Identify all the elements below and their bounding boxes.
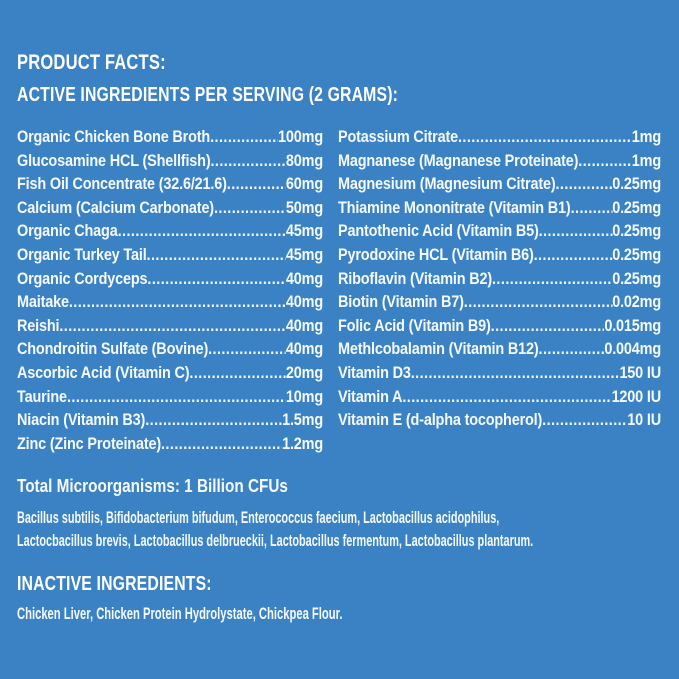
dot-leader [189,361,286,385]
ingredient-name: Glucosamine HCL (Shellfish) [17,150,211,170]
ingredient-amount: 10mg [285,386,323,406]
ingredient-amount: 10 IU [627,410,661,430]
ingredient-amount: 60mg [285,174,323,194]
ingredient-amount: 1200 IU [611,386,661,406]
ingredient-row [17,219,323,243]
ingredient-amount: 0.25mg [612,244,661,264]
ingredient-name: Potassium Citrate [338,127,458,146]
total-microorganisms: Total Microorganisms: 1 Billion CFUs [17,476,288,496]
dot-leader [464,290,612,314]
ingredient-name: Thiamine Mononitrate (Vitamin B1) [338,197,571,217]
dot-leader [578,149,632,173]
ingredient-amount: 1.5mg [282,410,323,430]
dot-leader [67,385,286,409]
ingredient-name: Vitamin A [338,386,403,406]
ingredient-amount: 0.004mg [604,339,661,359]
probiotic-strains-line-2: Lactocbacillus brevis, Lactobacillus delbrueckii, Lactobacillus fermentum, Lactobacillus plantarum. [17,532,534,550]
dot-leader [214,196,286,220]
ingredient-amount: 0.02mg [612,292,661,312]
ingredient-name: Riboflavin (Vitamin B2) [338,268,492,288]
dot-leader [145,408,282,432]
ingredient-amount: 40mg [285,268,323,288]
ingredient-name: Magnanese (Magnanese Proteinate) [338,150,579,170]
ingredient-row [17,337,323,361]
dot-leader [69,290,286,314]
dot-leader [491,314,605,338]
ingredient-row [17,149,323,173]
ingredient-row [17,243,323,267]
dot-leader [210,125,278,149]
ingredient-row [338,219,661,243]
ingredient-name: Organic Chicken Bone Broth [17,127,211,146]
ingredient-row [338,337,661,361]
ingredient-row [17,172,323,196]
ingredient-row [17,290,323,314]
ingredient-amount: 40mg [285,315,323,335]
product-facts-heading: PRODUCT FACTS: [17,51,166,74]
ingredient-row [17,267,323,291]
ingredient-row [338,149,661,173]
ingredient-row [338,290,661,314]
ingredient-name: Niacin (Vitamin B3) [17,410,146,430]
probiotic-strains [17,507,679,553]
ingredient-amount: 1.2mg [282,433,323,453]
ingredient-row [17,385,323,409]
dot-leader [147,267,286,291]
ingredient-name: Vitamin D3 [338,362,411,382]
active-ingredients-right-column [338,125,661,432]
ingredient-row [338,314,661,338]
dot-leader [458,125,632,149]
ingredient-row [17,361,323,385]
ingredient-row [338,196,661,220]
dot-leader [161,432,282,456]
ingredient-row [338,408,661,432]
ingredient-name: Maitake [17,292,69,312]
ingredient-name: Biotin (Vitamin B7) [338,292,464,312]
dot-leader [208,337,286,361]
dot-leader [411,361,620,385]
ingredient-name: Organic Cordyceps [17,268,148,288]
dot-leader [402,385,611,409]
dot-leader [571,196,613,220]
ingredient-amount: 50mg [285,197,323,217]
ingredient-row [17,125,323,149]
ingredient-row [338,172,661,196]
ingredient-name: Pantothenic Acid (Vitamin B5) [338,221,539,241]
ingredient-name: Reishi [17,315,60,335]
ingredient-amount: 40mg [285,292,323,312]
dot-leader [492,267,612,291]
ingredient-amount: 100mg [278,127,323,146]
ingredient-row [17,196,323,220]
dot-leader [59,314,286,338]
dot-leader [534,243,613,267]
ingredient-row [338,361,661,385]
active-ingredients-left-column [17,125,323,455]
ingredient-amount: 1mg [631,150,661,170]
ingredient-name: Taurine [17,386,67,406]
ingredient-name: Ascorbic Acid (Vitamin C) [17,362,190,382]
dot-leader [147,243,286,267]
ingredient-name: Zinc (Zinc Proteinate) [17,433,161,453]
dot-leader [539,219,613,243]
ingredient-row [338,385,661,409]
ingredient-amount: 80mg [285,150,323,170]
ingredient-amount: 0.25mg [612,268,661,288]
ingredient-name: Organic Chaga [17,221,118,241]
inactive-ingredients-heading: INACTIVE INGREDIENTS: [17,573,212,595]
dot-leader [539,337,605,361]
dot-leader [555,172,612,196]
ingredient-name: Organic Turkey Tail [17,244,147,264]
dot-leader [210,149,285,173]
ingredient-amount: 0.25mg [612,221,661,241]
dot-leader [542,408,627,432]
ingredient-amount: 0.015mg [604,315,661,335]
ingredient-name: Magnesium (Magnesium Citrate) [338,174,556,194]
ingredient-row [17,408,323,432]
ingredient-row [17,432,323,456]
ingredient-row [17,314,323,338]
inactive-ingredients-list: Chicken Liver, Chicken Protein Hydrolystate, Chickpea Flour. [17,604,343,623]
ingredient-row [338,243,661,267]
ingredient-amount: 0.25mg [612,174,661,194]
ingredient-amount: 150 IU [619,362,661,382]
ingredient-name: Methlcobalamin (Vitamin B12) [338,339,539,359]
ingredient-name: Chondroitin Sulfate (Bovine) [17,339,209,359]
probiotic-strains-line-1: Bacillus subtilis, Bifidobacterium bifudum, Enterococcus faecium, Lactobacillus acidophilus, [17,509,500,527]
ingredient-name: Vitamin E (d-alpha tocopherol) [338,410,543,430]
dot-leader [118,219,286,243]
ingredient-name: Fish Oil Concentrate (32.6/21.6) [17,174,227,194]
ingredient-amount: 45mg [285,221,323,241]
ingredient-name: Pyrodoxine HCL (Vitamin B6) [338,244,534,264]
ingredient-name: Calcium (Calcium Carbonate) [17,197,214,217]
ingredient-amount: 20mg [285,362,323,382]
ingredient-amount: 1mg [631,127,661,146]
dot-leader [227,172,286,196]
ingredient-amount: 45mg [285,244,323,264]
ingredient-amount: 0.25mg [612,197,661,217]
ingredient-row [338,125,661,149]
ingredient-amount: 40mg [285,339,323,359]
ingredient-row [338,267,661,291]
active-ingredients-heading: ACTIVE INGREDIENTS PER SERVING (2 GRAMS): [17,84,399,106]
ingredient-name: Folic Acid (Vitamin B9) [338,315,491,335]
